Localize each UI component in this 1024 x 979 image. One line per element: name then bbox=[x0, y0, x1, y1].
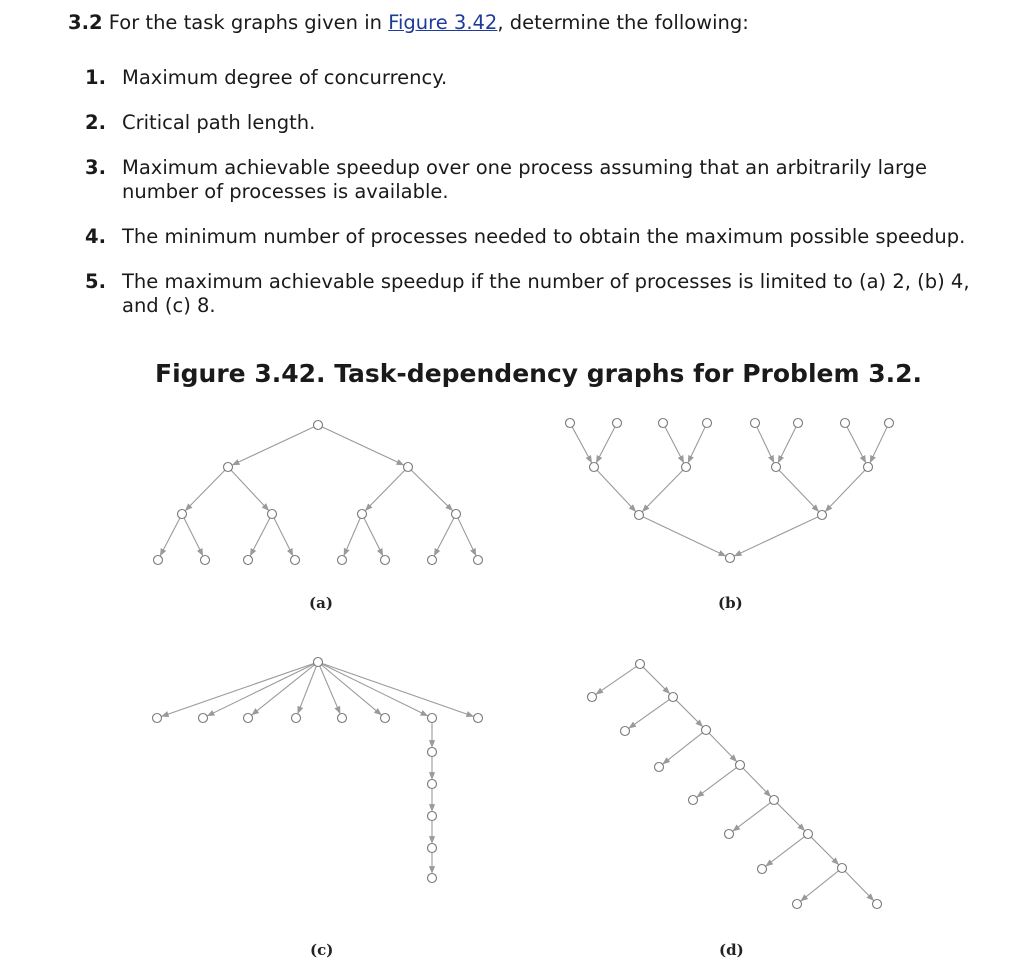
dependency-edge bbox=[757, 427, 774, 462]
dependency-edge bbox=[735, 517, 818, 556]
task-node bbox=[428, 874, 437, 883]
task-node bbox=[154, 556, 163, 565]
task-node bbox=[636, 660, 645, 669]
dependency-edge bbox=[596, 667, 636, 695]
dependency-edge bbox=[733, 803, 770, 831]
list-item: 1. Maximum degree of concurrency. bbox=[85, 66, 448, 89]
task-node bbox=[224, 463, 233, 472]
task-node bbox=[314, 658, 323, 667]
dependency-edge bbox=[434, 518, 454, 556]
task-node bbox=[864, 463, 873, 472]
dependency-edge bbox=[320, 666, 340, 713]
label-c: (c) bbox=[310, 941, 334, 959]
dependency-edge bbox=[233, 427, 314, 465]
task-node bbox=[338, 556, 347, 565]
task-node bbox=[590, 463, 599, 472]
label-a: (a) bbox=[309, 594, 333, 612]
task-node bbox=[381, 714, 390, 723]
dependency-edge bbox=[663, 733, 703, 764]
dependency-edge bbox=[322, 663, 473, 716]
task-node bbox=[702, 726, 711, 735]
dependency-edge bbox=[231, 470, 269, 510]
dependency-edge bbox=[365, 470, 404, 510]
task-node bbox=[199, 714, 208, 723]
task-node bbox=[873, 900, 882, 909]
dependency-edge bbox=[777, 803, 804, 830]
task-node bbox=[621, 727, 630, 736]
list-item: 3. Maximum achievable speedup over one process assuming that an arbitrarily large number of processes is available. bbox=[85, 156, 928, 203]
task-node bbox=[588, 693, 597, 702]
dependency-edge bbox=[596, 427, 615, 463]
dependency-edge bbox=[778, 427, 796, 463]
task-node bbox=[428, 748, 437, 757]
task-node bbox=[838, 864, 847, 873]
graph-c bbox=[153, 658, 483, 883]
dependency-edge bbox=[162, 663, 314, 716]
dependency-edge bbox=[642, 470, 682, 511]
task-node bbox=[244, 556, 253, 565]
dependency-edge bbox=[322, 427, 403, 465]
list-item: 4. The minimum number of processes needed to obtain the maximum possible speedup. bbox=[85, 225, 966, 248]
task-node bbox=[682, 463, 691, 472]
task-node bbox=[635, 511, 644, 520]
task-node bbox=[428, 780, 437, 789]
task-node bbox=[244, 714, 253, 723]
dependency-edge bbox=[643, 517, 725, 556]
dependency-edge bbox=[643, 667, 669, 693]
task-node bbox=[804, 830, 813, 839]
dependency-edge bbox=[184, 518, 203, 556]
task-node bbox=[793, 900, 802, 909]
dependency-edge bbox=[870, 427, 887, 462]
figure-caption: Figure 3.42. Task-dependency graphs for Problem 3.2. bbox=[155, 359, 923, 388]
list-item: 2. Critical path length. bbox=[85, 111, 316, 134]
task-node bbox=[703, 419, 712, 428]
dependency-edge bbox=[766, 837, 804, 866]
dependency-edge bbox=[743, 768, 770, 796]
label-b: (b) bbox=[718, 594, 743, 612]
task-node bbox=[794, 419, 803, 428]
dependency-edge bbox=[364, 518, 383, 556]
dependency-edge bbox=[250, 518, 270, 556]
dependency-edge bbox=[697, 768, 736, 797]
task-node bbox=[758, 865, 767, 874]
task-node bbox=[613, 419, 622, 428]
task-node bbox=[314, 421, 323, 430]
task-node bbox=[726, 554, 735, 563]
dependency-edge bbox=[709, 733, 736, 761]
task-node bbox=[841, 419, 850, 428]
task-node bbox=[201, 556, 210, 565]
dependency-edge bbox=[597, 470, 636, 511]
problem-text-before: For the task graphs given in bbox=[108, 11, 382, 34]
task-node bbox=[268, 510, 277, 519]
list-item: 5. The maximum achievable speedup if the number of processes is limited to (a) 2, (b) 4, and (c) 8. bbox=[85, 270, 970, 317]
label-d: (d) bbox=[719, 941, 744, 959]
task-node bbox=[428, 812, 437, 821]
task-node bbox=[428, 844, 437, 853]
dependency-edge bbox=[458, 518, 476, 555]
task-node bbox=[655, 763, 664, 772]
task-node bbox=[153, 714, 162, 723]
graph-b bbox=[566, 419, 894, 563]
task-node bbox=[474, 556, 483, 565]
dependency-edge bbox=[801, 871, 839, 901]
task-node bbox=[404, 463, 413, 472]
dependency-edge bbox=[629, 700, 669, 729]
task-node bbox=[338, 714, 347, 723]
dependency-edge bbox=[676, 700, 702, 726]
graph-a bbox=[154, 421, 483, 565]
dependency-edge bbox=[688, 427, 705, 462]
dependency-edge bbox=[274, 518, 293, 556]
dependency-edge bbox=[845, 871, 873, 900]
task-node bbox=[452, 510, 461, 519]
task-node bbox=[358, 510, 367, 519]
task-node bbox=[292, 714, 301, 723]
dependency-edge bbox=[572, 427, 591, 463]
dependency-edge bbox=[344, 518, 360, 555]
task-node bbox=[428, 714, 437, 723]
dependency-edge bbox=[811, 837, 838, 864]
figure-link[interactable]: Figure 3.42 bbox=[388, 11, 498, 34]
task-node bbox=[178, 510, 187, 519]
task-node bbox=[736, 761, 745, 770]
task-node bbox=[725, 830, 734, 839]
problem-number: 3.2 bbox=[68, 11, 103, 34]
task-node bbox=[689, 796, 698, 805]
dependency-edge bbox=[665, 427, 684, 463]
dependency-edge bbox=[825, 470, 864, 511]
task-node bbox=[885, 419, 894, 428]
dependency-edge bbox=[185, 470, 224, 510]
task-node bbox=[566, 419, 575, 428]
dependency-edge bbox=[298, 666, 317, 713]
task-node bbox=[428, 556, 437, 565]
problem-text-after: , determine the following: bbox=[497, 11, 749, 34]
task-node bbox=[474, 714, 483, 723]
task-node bbox=[770, 796, 779, 805]
task-node bbox=[659, 419, 668, 428]
dependency-edge bbox=[779, 470, 818, 511]
dependency-edge bbox=[411, 470, 452, 510]
graph-d bbox=[588, 660, 882, 909]
task-node bbox=[381, 556, 390, 565]
task-node bbox=[818, 511, 827, 520]
task-node bbox=[751, 419, 760, 428]
task-node bbox=[291, 556, 300, 565]
task-node bbox=[772, 463, 781, 472]
task-node bbox=[669, 693, 678, 702]
dependency-edge bbox=[160, 518, 180, 556]
dependency-edge bbox=[847, 427, 866, 463]
